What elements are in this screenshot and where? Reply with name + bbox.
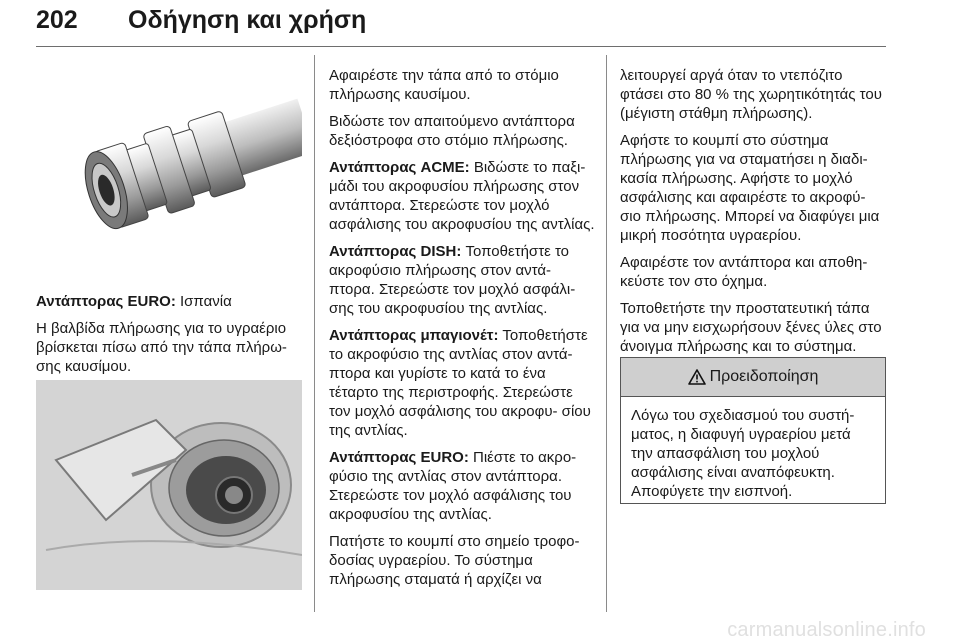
footer-watermark: carmanualsonline.info: [727, 619, 926, 641]
paragraph-screw-adapter: Βιδώστε τον απαιτούμενο αντάπτορα δεξιόστροφα στο στόμιο πλήρωσης.: [329, 113, 575, 149]
paragraph-press-button: Πατήστε το κουμπί στο σημείο τροφο- δοσίας υγραερίου. Το σύστημα πλήρωσης σταματά ή αρχίζει να: [329, 533, 580, 588]
acme-label: Αντάπτορας ACME:: [329, 159, 470, 176]
paragraph-remove-cap: Αφαιρέστε την τάπα από το στόμιο πλήρωσης καυσίμου.: [329, 67, 559, 103]
acme-text: Βιδώστε το παξι- μάδι του ακροφυσίου πλήρωσης στον αντάπτορα. Στερεώστε τον μοχλό ασφάλισης του ακροφυσίου της αντλίας.: [329, 159, 595, 233]
warning-title: Προειδοποίηση: [709, 368, 819, 385]
warning-box: [620, 357, 886, 504]
warning-text: Λόγω του σχεδιασμού του συστή- ματος, η διαφυγή υγραερίου μετά την απασφάλιση του μοχλού ασφάλισης είναι αναπόφευκτη. Αποφύγετε την εισπνοή.: [631, 407, 855, 500]
paragraph-release-button: Αφήστε το κουμπί στο σύστημα πλήρωσης για να σταματήσει η διαδι- κασία πλήρωσης. Αφήστε το μοχλό ασφάλισης και αφαιρέστε το ακροφύ- σιο πλήρωσης. Μπορεί να διαφύγει μια μικρή ποσότητα υγραερίου.: [620, 132, 880, 244]
dish-text: Τοποθετήστε το ακροφύσιο πλήρωσης στον αντά- πτορα. Στερεώστε τον μοχλό ασφάλι- σης του ακροφυσίου της αντλίας.: [329, 243, 576, 317]
paragraph-slow-fill: λειτουργεί αργά όταν το ντεπόζιτο φτάσει στο 80 % της χωρητικότητάς του (μέγιστη στάθμη πλήρωσης).: [620, 67, 882, 122]
fuel-filler-illustration: [36, 380, 302, 590]
column-divider-1: [314, 55, 315, 612]
paragraph-bayonet: [329, 326, 595, 440]
bayonet-text: Τοποθετήστε το ακροφύσιο της αντλίας στον αντά- πτορα και γυρίστε το κατά το ένα τέταρτο της περιστροφής. Στερεώστε τον μοχλό ασφάλισης του ακροφυ- σίου της αντλίας.: [329, 327, 591, 439]
column-2: [329, 66, 595, 597]
column-divider-2: [606, 55, 607, 612]
dish-label: Αντάπτορας DISH:: [329, 243, 462, 260]
euro-text: Πιέστε το ακρο- φύσιο της αντλίας στον αντάπτορα. Στερεώστε τον μοχλό ασφάλισης του ακροφυσίου της αντλίας.: [329, 449, 577, 523]
page-number: 202: [36, 6, 78, 34]
warning-header: [621, 358, 885, 397]
bayonet-label: Αντάπτορας μπαγιονέτ:: [329, 327, 499, 344]
paragraph-protective-cap: Τοποθετήστε την προστατευτική τάπα για να μην εισχωρήσουν ξένες ύλες στο άνοιγμα πλήρωσης και το σύστημα.: [620, 300, 882, 355]
euro-adapter-caption: [36, 292, 302, 311]
warning-triangle-icon: [688, 369, 706, 385]
paragraph-store-adapter: Αφαιρέστε τον αντάπτορα και αποθη- κεύστε τον στο όχημα.: [620, 254, 868, 290]
column-1: [36, 292, 302, 384]
paragraph-acme: [329, 158, 595, 234]
euro-adapter-illustration: [36, 58, 302, 278]
valve-location-paragraph: Η βαλβίδα πλήρωσης για το υγραέριο βρίσκεται πίσω από την τάπα πλήρω- σης καυσίμου.: [36, 320, 287, 375]
page-header: [36, 6, 886, 50]
paragraph-dish: [329, 242, 595, 318]
euro-label: Αντάπτορας EURO:: [329, 449, 469, 466]
caption-value: Ισπανία: [175, 293, 232, 310]
page-title: Οδήγηση και χρήση: [128, 6, 367, 34]
paragraph-euro: [329, 448, 595, 524]
column-3: [620, 66, 886, 364]
caption-label: Αντάπτορας EURO:: [36, 293, 176, 310]
header-divider: [36, 46, 886, 47]
